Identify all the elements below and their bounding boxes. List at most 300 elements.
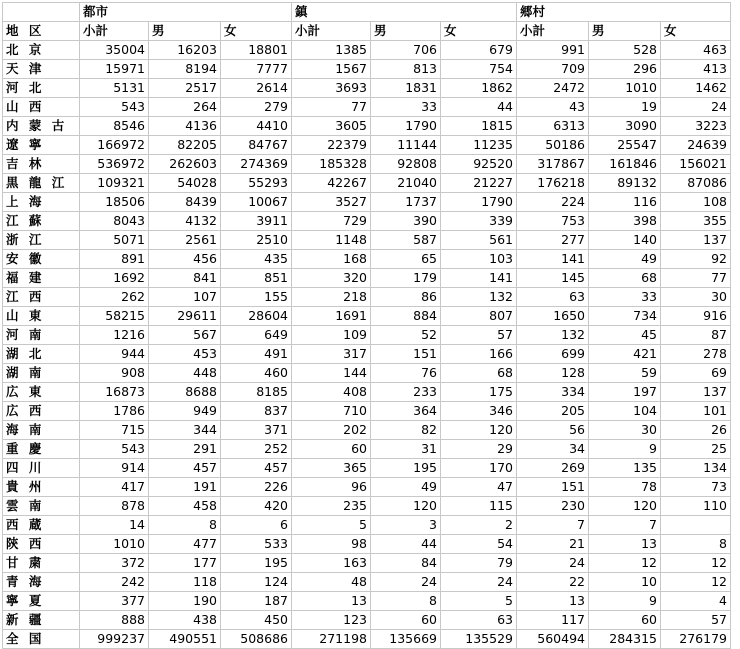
value-cell: 179 [371,269,441,288]
value-cell: 279 [221,98,292,117]
value-cell: 31 [371,440,441,459]
group-header-urban: 都市 [80,3,292,22]
sub-header-female: 女 [221,22,292,41]
value-cell: 679 [441,41,517,60]
value-cell: 87 [661,326,731,345]
value-cell: 12 [589,554,661,573]
value-cell: 456 [149,250,221,269]
value-cell: 226 [221,478,292,497]
value-cell: 13 [589,535,661,554]
value-cell: 175 [441,383,517,402]
value-cell: 29611 [149,307,221,326]
table-row [3,421,731,440]
value-cell: 371 [221,421,292,440]
region-name-cell: 山 西 [3,98,80,117]
value-cell: 8194 [149,60,221,79]
value-cell: 43 [517,98,589,117]
value-cell: 4410 [221,117,292,136]
value-cell: 185328 [292,155,371,174]
value-cell: 490551 [149,630,221,649]
value-cell: 155 [221,288,292,307]
value-cell: 140 [589,231,661,250]
value-cell: 264 [149,98,221,117]
region-name-cell: 海 南 [3,421,80,440]
region-name-cell: 全 国 [3,630,80,649]
value-cell: 82205 [149,136,221,155]
table-row [3,155,731,174]
value-cell: 533 [221,535,292,554]
value-cell: 365 [292,459,371,478]
value-cell: 421 [589,345,661,364]
value-cell: 3693 [292,79,371,98]
value-cell: 68 [441,364,517,383]
value-cell: 6313 [517,117,589,136]
value-cell: 120 [441,421,517,440]
value-cell: 87086 [661,174,731,193]
value-cell: 135669 [371,630,441,649]
value-cell: 30 [661,288,731,307]
value-cell: 1385 [292,41,371,60]
value-cell: 98 [292,535,371,554]
value-cell: 277 [517,231,589,250]
value-cell: 26 [661,421,731,440]
value-cell: 11144 [371,136,441,155]
value-cell: 24 [371,573,441,592]
value-cell: 109 [292,326,371,345]
value-cell: 1010 [589,79,661,98]
value-cell: 230 [517,497,589,516]
table-row [3,193,731,212]
region-name-cell: 河 北 [3,79,80,98]
region-name-cell: 吉 林 [3,155,80,174]
table-row [3,79,731,98]
table-row [3,231,731,250]
value-cell: 262 [80,288,149,307]
value-cell: 8 [149,516,221,535]
value-cell: 841 [149,269,221,288]
value-cell: 377 [80,592,149,611]
value-cell: 35004 [80,41,149,60]
region-name-cell: 上 海 [3,193,80,212]
value-cell: 8 [661,535,731,554]
value-cell: 1790 [441,193,517,212]
value-cell: 117 [517,611,589,630]
region-name-cell: 遼 寧 [3,136,80,155]
value-cell: 77 [661,269,731,288]
value-cell: 9 [589,440,661,459]
sub-header-male: 男 [149,22,221,41]
value-cell: 715 [80,421,149,440]
value-cell: 13 [517,592,589,611]
value-cell: 448 [149,364,221,383]
value-cell: 3605 [292,117,371,136]
value-cell: 78 [589,478,661,497]
value-cell: 63 [517,288,589,307]
sub-header-male: 男 [589,22,661,41]
value-cell: 477 [149,535,221,554]
table-row [3,554,731,573]
value-cell: 453 [149,345,221,364]
table-row [3,117,731,136]
value-cell: 57 [661,611,731,630]
population-table [2,2,731,649]
value-cell: 141 [441,269,517,288]
value-cell: 916 [661,307,731,326]
value-cell: 317867 [517,155,589,174]
value-cell: 54028 [149,174,221,193]
value-cell: 8 [371,592,441,611]
value-cell: 24 [661,98,731,117]
region-name-cell: 湖 北 [3,345,80,364]
value-cell: 2561 [149,231,221,250]
value-cell: 543 [80,440,149,459]
table-row [3,250,731,269]
sub-header-male: 男 [371,22,441,41]
region-name-cell: 雲 南 [3,497,80,516]
value-cell: 346 [441,402,517,421]
value-cell: 92520 [441,155,517,174]
value-cell: 3527 [292,193,371,212]
value-cell: 914 [80,459,149,478]
sub-header-female: 女 [441,22,517,41]
value-cell: 729 [292,212,371,231]
value-cell: 25547 [589,136,661,155]
value-cell: 86 [371,288,441,307]
value-cell: 3 [371,516,441,535]
value-cell: 34 [517,440,589,459]
value-cell: 109321 [80,174,149,193]
value-cell: 24 [517,554,589,573]
value-cell: 355 [661,212,731,231]
value-cell: 128 [517,364,589,383]
value-cell: 76 [371,364,441,383]
region-name-cell: 四 川 [3,459,80,478]
sub-header-female: 女 [661,22,731,41]
value-cell: 10 [589,573,661,592]
table-row [3,174,731,193]
value-cell: 1862 [441,79,517,98]
value-cell: 22379 [292,136,371,155]
value-cell: 296 [589,60,661,79]
value-cell: 6 [221,516,292,535]
value-cell: 891 [80,250,149,269]
value-cell: 420 [221,497,292,516]
value-cell: 49 [371,478,441,497]
value-cell: 116 [589,193,661,212]
value-cell: 48 [292,573,371,592]
value-cell: 1737 [371,193,441,212]
value-cell: 84767 [221,136,292,155]
table-row [3,307,731,326]
table-row [3,288,731,307]
value-cell: 28604 [221,307,292,326]
value-cell: 284315 [589,630,661,649]
value-cell: 1010 [80,535,149,554]
region-name-cell: 新 疆 [3,611,80,630]
value-cell: 176218 [517,174,589,193]
value-cell: 137 [661,231,731,250]
value-cell: 271198 [292,630,371,649]
table-row [3,630,731,649]
region-name-cell: 寧 夏 [3,592,80,611]
value-cell: 29 [441,440,517,459]
sub-header-row [3,22,731,41]
region-name-cell: 陝 西 [3,535,80,554]
value-cell: 163 [292,554,371,573]
value-cell: 9 [589,592,661,611]
value-cell: 528 [589,41,661,60]
region-name-cell: 西 蔵 [3,516,80,535]
region-name-cell: 甘 粛 [3,554,80,573]
value-cell: 2517 [149,79,221,98]
value-cell: 15971 [80,60,149,79]
group-header-row [3,3,731,22]
value-cell: 8688 [149,383,221,402]
region-name-cell: 貴 州 [3,478,80,497]
sub-header-subtotal: 小計 [80,22,149,41]
value-cell: 463 [661,41,731,60]
region-name-cell: 江 西 [3,288,80,307]
value-cell: 276179 [661,630,731,649]
value-cell: 13 [292,592,371,611]
value-cell: 107 [149,288,221,307]
region-name-cell: 山 東 [3,307,80,326]
value-cell: 408 [292,383,371,402]
value-cell: 170 [441,459,517,478]
region-name-cell: 福 建 [3,269,80,288]
value-cell: 25 [661,440,731,459]
value-cell: 11235 [441,136,517,155]
value-cell: 52 [371,326,441,345]
value-cell: 699 [517,345,589,364]
value-cell: 190 [149,592,221,611]
value-cell: 1567 [292,60,371,79]
value-cell: 92808 [371,155,441,174]
value-cell: 45 [589,326,661,345]
value-cell: 1691 [292,307,371,326]
value-cell: 14 [80,516,149,535]
table-row [3,345,731,364]
value-cell: 156021 [661,155,731,174]
value-cell: 807 [441,307,517,326]
table-row [3,573,731,592]
value-cell: 18506 [80,193,149,212]
table-row [3,402,731,421]
sub-header-subtotal: 小計 [292,22,371,41]
value-cell: 42267 [292,174,371,193]
value-cell: 4 [661,592,731,611]
value-cell: 68 [589,269,661,288]
value-cell: 435 [221,250,292,269]
region-name-cell: 湖 南 [3,364,80,383]
value-cell: 33 [371,98,441,117]
value-cell: 398 [589,212,661,231]
value-cell: 89132 [589,174,661,193]
value-cell: 339 [441,212,517,231]
region-name-cell: 青 海 [3,573,80,592]
value-cell: 1692 [80,269,149,288]
value-cell: 1790 [371,117,441,136]
value-cell: 458 [149,497,221,516]
value-cell: 166 [441,345,517,364]
value-cell: 278 [661,345,731,364]
corner-cell [3,3,80,22]
value-cell: 108 [661,193,731,212]
value-cell: 888 [80,611,149,630]
table-row [3,459,731,478]
value-cell: 135529 [441,630,517,649]
value-cell: 908 [80,364,149,383]
value-cell: 144 [292,364,371,383]
value-cell: 884 [371,307,441,326]
value-cell: 60 [589,611,661,630]
value-cell: 235 [292,497,371,516]
value-cell: 60 [371,611,441,630]
value-cell: 49 [589,250,661,269]
value-cell: 508686 [221,630,292,649]
value-cell: 2472 [517,79,589,98]
value-cell: 944 [80,345,149,364]
value-cell: 587 [371,231,441,250]
value-cell: 195 [221,554,292,573]
value-cell: 5071 [80,231,149,250]
value-cell: 4132 [149,212,221,231]
value-cell: 19 [589,98,661,117]
value-cell: 54 [441,535,517,554]
value-cell: 1462 [661,79,731,98]
value-cell: 649 [221,326,292,345]
value-cell: 837 [221,402,292,421]
value-cell: 457 [149,459,221,478]
value-cell: 47 [441,478,517,497]
table-row [3,60,731,79]
value-cell: 1831 [371,79,441,98]
region-name-cell: 安 徽 [3,250,80,269]
value-cell: 438 [149,611,221,630]
value-cell: 560494 [517,630,589,649]
value-cell: 224 [517,193,589,212]
group-header-rural: 郷村 [517,3,731,22]
value-cell: 5 [292,516,371,535]
value-cell: 413 [661,60,731,79]
table-row [3,592,731,611]
value-cell: 145 [517,269,589,288]
value-cell: 269 [517,459,589,478]
value-cell: 390 [371,212,441,231]
value-cell: 24639 [661,136,731,155]
table-row [3,383,731,402]
value-cell: 1815 [441,117,517,136]
value-cell: 709 [517,60,589,79]
value-cell: 536972 [80,155,149,174]
table-row [3,212,731,231]
table-row [3,516,731,535]
table-row [3,497,731,516]
value-cell: 3223 [661,117,731,136]
value-cell: 457 [221,459,292,478]
value-cell: 202 [292,421,371,440]
value-cell: 151 [371,345,441,364]
value-cell: 96 [292,478,371,497]
value-cell: 73 [661,478,731,497]
value-cell: 21040 [371,174,441,193]
value-cell: 55293 [221,174,292,193]
region-name-cell: 広 西 [3,402,80,421]
value-cell: 4136 [149,117,221,136]
value-cell: 5 [441,592,517,611]
value-cell: 161846 [589,155,661,174]
value-cell: 132 [517,326,589,345]
value-cell: 141 [517,250,589,269]
value-cell: 450 [221,611,292,630]
value-cell: 851 [221,269,292,288]
value-cell: 233 [371,383,441,402]
group-header-town: 鎮 [292,3,517,22]
value-cell: 33 [589,288,661,307]
value-cell: 491 [221,345,292,364]
value-cell: 44 [371,535,441,554]
value-cell: 191 [149,478,221,497]
region-name-cell: 江 蘇 [3,212,80,231]
value-cell: 12 [661,573,731,592]
value-cell: 132 [441,288,517,307]
table-row [3,136,731,155]
value-cell: 317 [292,345,371,364]
table-row [3,440,731,459]
value-cell: 56 [517,421,589,440]
value-cell: 2 [441,516,517,535]
value-cell: 334 [517,383,589,402]
value-cell: 195 [371,459,441,478]
value-cell: 1148 [292,231,371,250]
table-row [3,478,731,497]
table-row [3,535,731,554]
region-name-cell: 河 南 [3,326,80,345]
value-cell: 44 [441,98,517,117]
value-cell: 949 [149,402,221,421]
table-row [3,269,731,288]
value-cell: 30 [589,421,661,440]
value-cell: 16873 [80,383,149,402]
value-cell: 710 [292,402,371,421]
region-name-cell: 天 津 [3,60,80,79]
value-cell: 16203 [149,41,221,60]
value-cell: 417 [80,478,149,497]
value-cell: 135 [589,459,661,478]
value-cell: 82 [371,421,441,440]
value-cell: 252 [221,440,292,459]
value-cell: 187 [221,592,292,611]
value-cell [661,516,731,535]
value-cell: 3090 [589,117,661,136]
region-name-cell: 黒 龍 江 [3,174,80,193]
value-cell: 218 [292,288,371,307]
value-cell: 205 [517,402,589,421]
value-cell: 320 [292,269,371,288]
value-cell: 7777 [221,60,292,79]
value-cell: 101 [661,402,731,421]
value-cell: 7 [517,516,589,535]
value-cell: 813 [371,60,441,79]
value-cell: 22 [517,573,589,592]
table-body [3,3,731,649]
value-cell: 57 [441,326,517,345]
region-name-cell: 内 蒙 古 [3,117,80,136]
value-cell: 177 [149,554,221,573]
value-cell: 110 [661,497,731,516]
value-cell: 7 [589,516,661,535]
value-cell: 754 [441,60,517,79]
